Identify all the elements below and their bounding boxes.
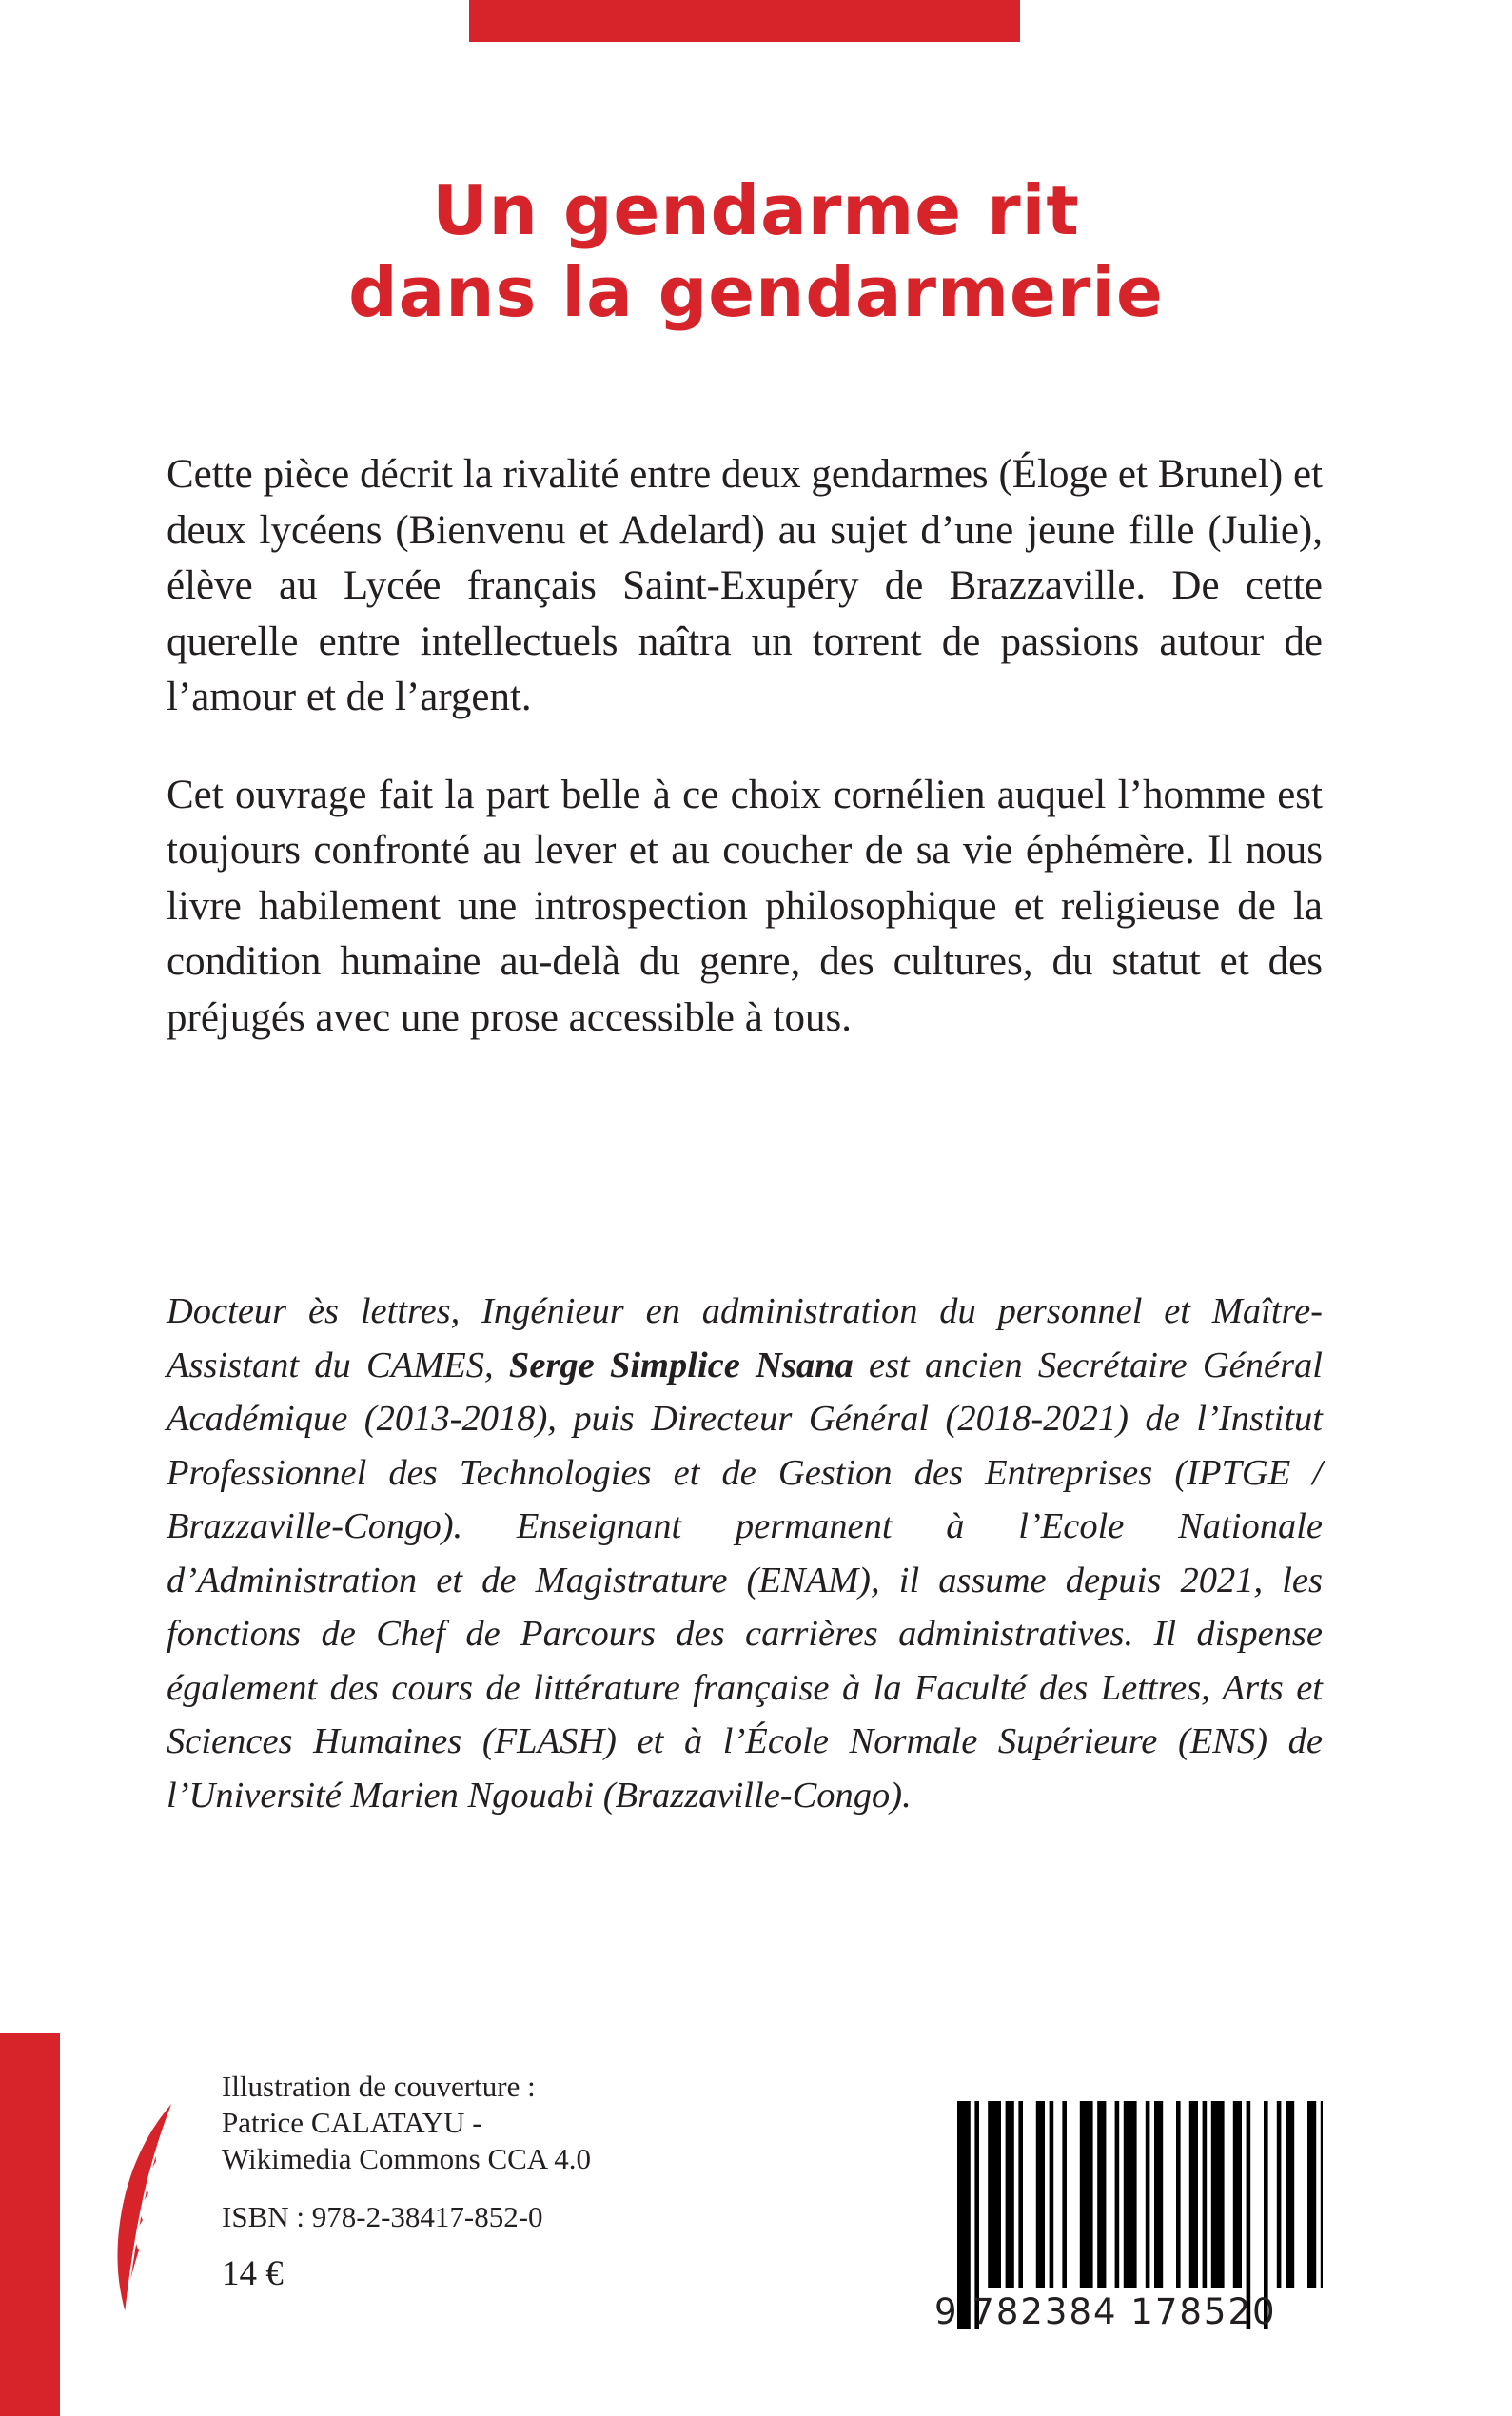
synopsis: [167, 447, 1323, 1088]
barcode-bar: [1062, 2101, 1067, 2288]
author-bio: [167, 1285, 1323, 1822]
barcode-digits: 9 782384 178520: [934, 2291, 1277, 2332]
credit-line-3: Wikimedia Commons CCA 4.0: [222, 2142, 591, 2175]
barcode-bar: [1277, 2101, 1282, 2288]
side-accent-bar: [0, 2033, 60, 2416]
barcode-bar: [988, 2101, 1001, 2288]
barcode-bar: [1233, 2101, 1242, 2288]
red-quill-icon: [105, 2098, 181, 2317]
barcode-bar: [1124, 2101, 1137, 2288]
author-name: Serge Simplice Nsana: [508, 1345, 854, 1385]
barcode-bar: [1321, 2101, 1323, 2288]
cover-illustration-credit: [222, 2069, 591, 2177]
barcode-bar: [1307, 2101, 1316, 2288]
barcode-bar: [1036, 2101, 1045, 2288]
barcode-bar: [1018, 2101, 1023, 2288]
barcode-bar: [1097, 2101, 1106, 2288]
title-line-1: Un gendarme rit: [432, 170, 1080, 251]
barcode-bar: [1115, 2101, 1120, 2288]
isbn: ISBN : 978-2-38417-852-0: [222, 2200, 543, 2233]
credit-line-1: Illustration de couverture :: [222, 2070, 536, 2103]
barcode-bar: [1189, 2101, 1198, 2288]
price: 14 €: [222, 2254, 284, 2293]
barcode-bar: [1286, 2101, 1294, 2288]
barcode-bar: [1006, 2101, 1014, 2288]
barcode-bar: [1211, 2101, 1225, 2288]
barcode-bar: [1154, 2101, 1163, 2288]
barcode-bar: [1080, 2101, 1093, 2288]
synopsis-paragraph-2: Cet ouvrage fait la part belle à ce choix cornélien auquel l’homme est toujours confronté au lever et au coucher de sa vie éphémère. Il nous livre habilement une introspection philosophique et religieuse de la condition humaine au-delà du genre, des cultures, du statut et des préjugés avec une prose accessible à tous.: [167, 772, 1323, 1040]
title-line-2: dans la gendarmerie: [348, 252, 1164, 333]
barcode-bar: [1146, 2101, 1150, 2288]
top-accent-bar: [469, 0, 1020, 42]
book-title: [0, 169, 1512, 333]
author-bio-text: [167, 1285, 1323, 1822]
barcode-bar: [1050, 2101, 1054, 2288]
barcode-bar: [1176, 2101, 1181, 2288]
barcode-bar: [1203, 2101, 1208, 2288]
bio-body: est ancien Secrétaire Général Académique (2013-2018), puis Directeur Général (2018-2021) de l’Institut Professionnel des Technologies et de Gestion des Entreprises (IPTGE / Brazzaville-Congo). Enseignant permanent à l’Ecole Nationale d’Administration et de Magistrature (ENAM), il assume depuis 2021, les fonctions de Chef de Parcours des carrières administratives. Il dispense également des cours de littérature française à la Faculté des Lettres, Arts et Sciences Humaines (FLASH) et à l’École Normale Supérieure (ENS) de l’Université Marien Ngouabi (Brazzaville-Congo).: [167, 1345, 1323, 1816]
synopsis-paragraph-1: Cette pièce décrit la rivalité entre deux gendarmes (Éloge et Brunel) et deux lycéens (Bienvenu et Adelard) au sujet d’une jeune fille (Julie), élève au Lycée français Saint-Exupéry de Brazzaville. De cette querelle entre intellectuels naîtra un torrent de passions autour de l’amour et de l’argent.: [167, 452, 1323, 719]
bio-intro: Docteur ès lettres, Ingénieur en administration du personnel et Maître-Assistant du CAMES,: [167, 1291, 1323, 1385]
credit-line-2: Patrice CALATAYU -: [222, 2106, 482, 2139]
